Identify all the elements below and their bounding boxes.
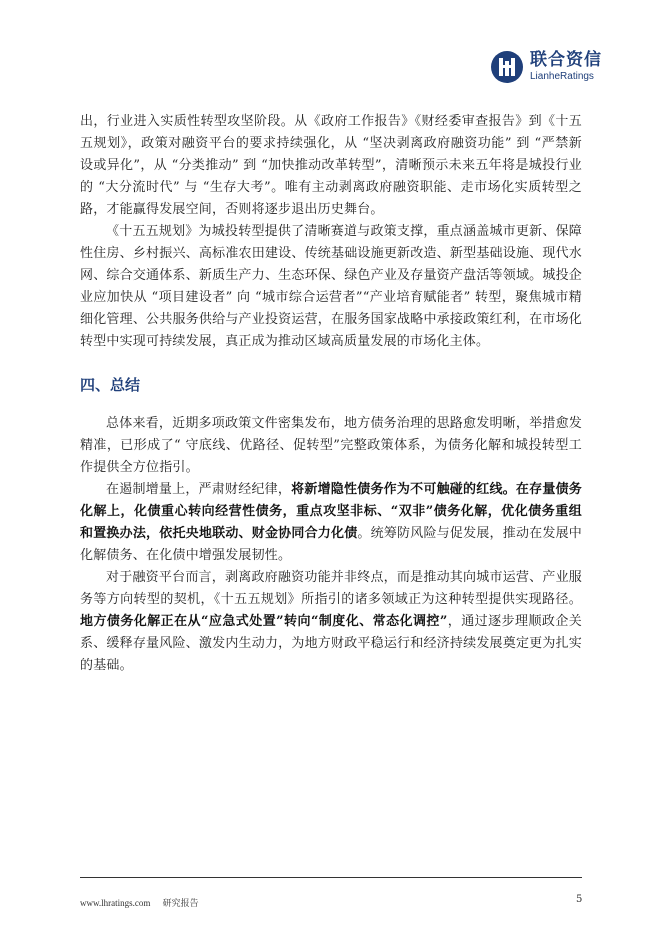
footer-divider bbox=[80, 877, 582, 878]
company-logo bbox=[490, 50, 602, 84]
paragraph-5-bold: 地方债务化解正在从“应急式处置”转向“制度化、常态化调控” bbox=[80, 614, 448, 629]
document-body bbox=[80, 111, 582, 677]
paragraph-5-text-a: 对于融资平台而言，剥离政府融资功能并非终点，而是推动其向城市运营、产业服务等方向转型的契机，《十五五规划》所指引的诸多领域正为这种转型提供实现路径。 bbox=[80, 570, 582, 607]
paragraph-3: 总体来看，近期多项政策文件密集发布，地方债务治理的思路愈发明晰，举措愈发精准，已形成了“ 守底线、优路径、促转型”完整政策体系，为债务化解和城投转型工作提供全方位指引。 bbox=[80, 416, 582, 475]
logo-english-name: LianheRatings bbox=[530, 71, 594, 82]
paragraph-2: 《十五五规划》为城投转型提供了清晰赛道与政策支撑，重点涵盖城市更新、保障性住房、乡村振兴、高标准农田建设、传统基础设施更新改造、新型基础设施、现代水网、综合交通体系、新质生产力、生态环保、绿色产业及存量资产盘活等领域。城投企业应加快从 “项目建设者” 向 “城市综合运营者”“产业培育赋能者” 转型，聚焦城市精细化管理、公共服务供给与产业投资运营，在服务国家战略中承接政策红利，在市场化转型中实现可持续发展，真正成为推动区域高质量发展的市场化主体。 bbox=[80, 224, 582, 349]
footer-doc-type: 研究报告 bbox=[162, 898, 199, 908]
paragraph-4-bold: 将新增隐性债务作为不可触碰的红线。在存量债务化解上，化债重心转向经营性债务，重点攻坚非标、“双非”债务化解，优化债务重组和置换办法，依托央地联动、财金协同合力化债 bbox=[80, 482, 582, 541]
paragraph-4-text-a: 在遏制增量上，严肃财经纪律， bbox=[106, 482, 292, 497]
footer-website: www.lhratings.com bbox=[80, 898, 151, 908]
paragraph-5-text-c: ，通过逐步理顺政企关系、缓释存量风险、激发内生动力，为地方财政平稳运行和经济持续发展奠定更为扎实的基础。 bbox=[80, 614, 582, 673]
paragraph-4 bbox=[80, 479, 582, 567]
section-title: 四、总结 bbox=[80, 376, 141, 394]
page-number: 5 bbox=[576, 894, 583, 905]
paragraph-5 bbox=[80, 567, 582, 677]
footer-info bbox=[80, 896, 209, 909]
paragraph-4-text-c: 。统筹防风险与促发展，推动在发展中化解债务、在化债中增强发展韧性。 bbox=[80, 526, 582, 563]
logo-chinese-name: 联合资信 bbox=[530, 50, 602, 70]
paragraph-1: 出，行业进入实质性转型攻坚阶段。从《政府工作报告》《财经委审查报告》到《十五五规划》，政策对融资平台的要求持续强化，从 “坚决剥离政府融资功能” 到 “严禁新设或异化”，从 “分类推动” 到 “加快推动改革转型”，清晰预示未来五年将是城投行业的 “大分流时代” 与 “生存大考”。唯有主动剥离政府融资职能、走市场化实质转型之路，才能赢得发展空间，否则将逐步退出历史舞台。 bbox=[80, 114, 582, 217]
lianhe-logo-icon bbox=[490, 50, 524, 84]
